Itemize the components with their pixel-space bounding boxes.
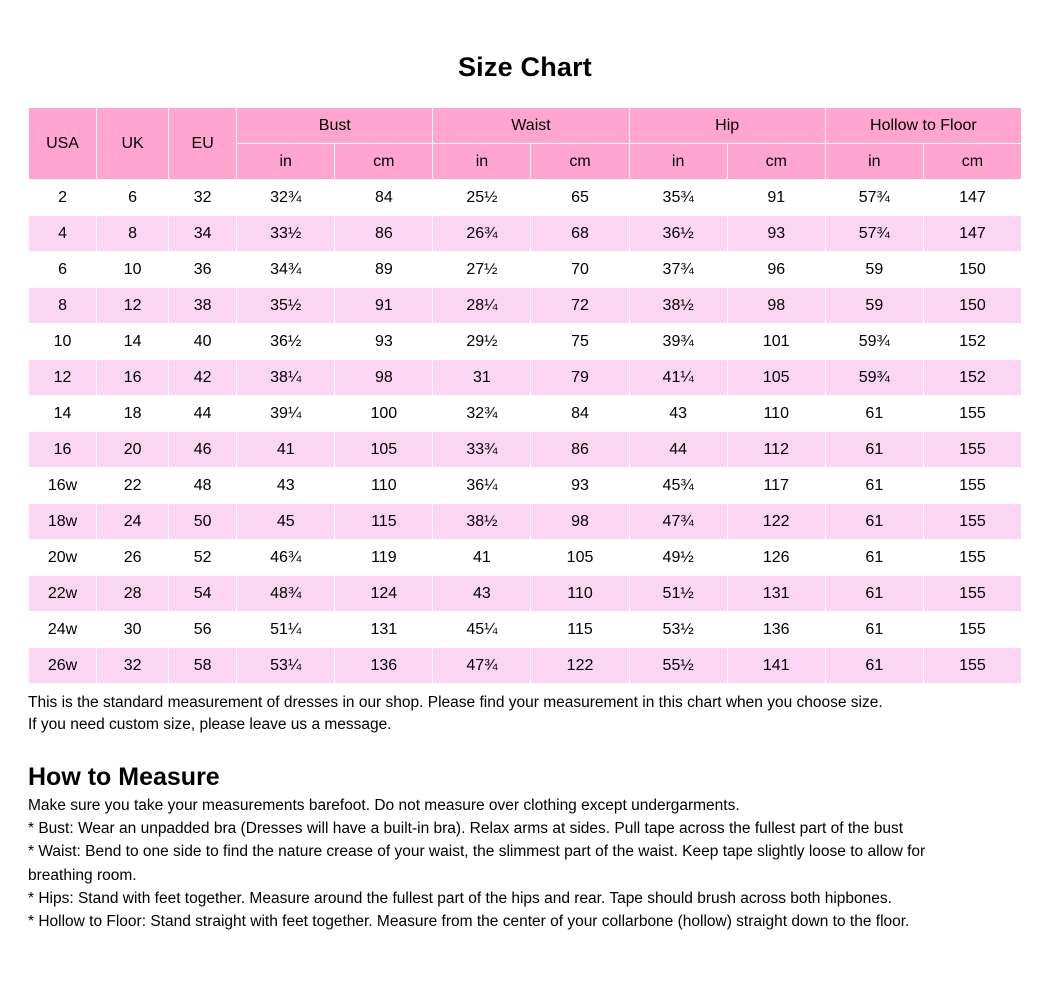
table-cell: 10 <box>29 324 97 360</box>
table-cell: 43 <box>629 396 727 432</box>
table-cell: 115 <box>335 504 433 540</box>
table-cell: 155 <box>923 612 1021 648</box>
table-cell: 38½ <box>629 288 727 324</box>
table-cell: 147 <box>923 180 1021 216</box>
table-cell: 30 <box>97 612 169 648</box>
table-cell: 55½ <box>629 648 727 684</box>
table-row <box>29 288 1022 324</box>
table-cell: 86 <box>531 432 629 468</box>
table-cell: 14 <box>97 324 169 360</box>
table-cell: 51¼ <box>237 612 335 648</box>
table-cell: 29½ <box>433 324 531 360</box>
table-cell: 45¾ <box>629 468 727 504</box>
table-row <box>29 540 1022 576</box>
table-cell: 20w <box>29 540 97 576</box>
table-cell: 8 <box>29 288 97 324</box>
table-cell: 38 <box>169 288 237 324</box>
table-cell: 41¼ <box>629 360 727 396</box>
how-to-measure-hips: * Hips: Stand with feet together. Measure around the fullest part of the hips and rear. Tape should brush across both hipbones. <box>28 889 892 907</box>
table-cell: 61 <box>825 576 923 612</box>
table-cell: 22 <box>97 468 169 504</box>
table-cell: 50 <box>169 504 237 540</box>
table-cell: 10 <box>97 252 169 288</box>
table-cell: 155 <box>923 576 1021 612</box>
table-cell: 115 <box>531 612 629 648</box>
table-row <box>29 324 1022 360</box>
table-cell: 61 <box>825 540 923 576</box>
table-cell: 46¾ <box>237 540 335 576</box>
subheader-bust-in: in <box>237 144 335 180</box>
table-cell: 6 <box>29 252 97 288</box>
table-cell: 86 <box>335 216 433 252</box>
table-cell: 36¼ <box>433 468 531 504</box>
table-cell: 27½ <box>433 252 531 288</box>
table-cell: 155 <box>923 468 1021 504</box>
table-cell: 110 <box>531 576 629 612</box>
table-cell: 43 <box>433 576 531 612</box>
note-line-2: If you need custom size, please leave us a message. <box>28 716 392 734</box>
table-cell: 51½ <box>629 576 727 612</box>
table-cell: 61 <box>825 468 923 504</box>
table-cell: 105 <box>531 540 629 576</box>
table-cell: 110 <box>727 396 825 432</box>
table-cell: 36 <box>169 252 237 288</box>
table-cell: 33¾ <box>433 432 531 468</box>
note-line-1: This is the standard measurement of dresses in our shop. Please find your measurement in this chart when you choose size. <box>28 694 883 711</box>
table-row <box>29 252 1022 288</box>
column-header-hip: Hip <box>629 108 825 144</box>
table-cell: 28¼ <box>433 288 531 324</box>
table-cell: 16w <box>29 468 97 504</box>
table-cell: 70 <box>531 252 629 288</box>
table-cell: 38¼ <box>237 360 335 396</box>
table-cell: 131 <box>727 576 825 612</box>
how-to-measure-hollow: * Hollow to Floor: Stand straight with feet together. Measure from the center of your collarbone (hollow) straight down to the floor. <box>28 913 910 931</box>
table-cell: 44 <box>629 432 727 468</box>
table-cell: 22w <box>29 576 97 612</box>
table-cell: 34¾ <box>237 252 335 288</box>
table-cell: 26w <box>29 648 97 684</box>
table-cell: 32¾ <box>433 396 531 432</box>
table-cell: 47¾ <box>433 648 531 684</box>
subheader-hollow-in: in <box>825 144 923 180</box>
table-cell: 12 <box>97 288 169 324</box>
table-cell: 98 <box>335 360 433 396</box>
table-cell: 39¼ <box>237 396 335 432</box>
table-cell: 136 <box>335 648 433 684</box>
table-cell: 36½ <box>237 324 335 360</box>
table-cell: 31 <box>433 360 531 396</box>
table-cell: 52 <box>169 540 237 576</box>
table-cell: 91 <box>727 180 825 216</box>
table-cell: 12 <box>29 360 97 396</box>
table-cell: 59¾ <box>825 360 923 396</box>
table-cell: 47¾ <box>629 504 727 540</box>
subheader-waist-in: in <box>433 144 531 180</box>
table-cell: 25½ <box>433 180 531 216</box>
table-cell: 124 <box>335 576 433 612</box>
table-cell: 61 <box>825 432 923 468</box>
table-cell: 150 <box>923 252 1021 288</box>
table-row <box>29 216 1022 252</box>
table-cell: 155 <box>923 648 1021 684</box>
table-cell: 75 <box>531 324 629 360</box>
table-cell: 150 <box>923 288 1021 324</box>
table-cell: 53¼ <box>237 648 335 684</box>
table-cell: 14 <box>29 396 97 432</box>
table-cell: 39¾ <box>629 324 727 360</box>
table-cell: 57¾ <box>825 180 923 216</box>
table-cell: 48¾ <box>237 576 335 612</box>
table-cell: 53½ <box>629 612 727 648</box>
page-title: Size Chart <box>457 52 593 82</box>
table-cell: 93 <box>335 324 433 360</box>
table-cell: 42 <box>169 360 237 396</box>
table-cell: 89 <box>335 252 433 288</box>
table-cell: 28 <box>97 576 169 612</box>
table-row <box>29 360 1022 396</box>
table-cell: 18w <box>29 504 97 540</box>
table-cell: 2 <box>29 180 97 216</box>
table-cell: 45 <box>237 504 335 540</box>
table-cell: 59¾ <box>825 324 923 360</box>
subheader-hip-cm: cm <box>727 144 825 180</box>
column-header-waist: Waist <box>433 108 629 144</box>
subheader-hollow-cm: cm <box>923 144 1021 180</box>
table-cell: 48 <box>169 468 237 504</box>
table-cell: 61 <box>825 504 923 540</box>
table-body <box>29 180 1022 684</box>
table-row <box>29 396 1022 432</box>
table-cell: 32¾ <box>237 180 335 216</box>
table-row <box>29 180 1022 216</box>
table-cell: 41 <box>433 540 531 576</box>
table-cell: 84 <box>531 396 629 432</box>
table-cell: 105 <box>335 432 433 468</box>
table-cell: 18 <box>97 396 169 432</box>
column-header-uk: UK <box>97 108 169 180</box>
how-to-measure-bust: * Bust: Wear an unpadded bra (Dresses will have a built-in bra). Relax arms at sides. Pull tape across the fullest part of the bust <box>28 820 904 838</box>
table-cell: 4 <box>29 216 97 252</box>
table-cell: 93 <box>531 468 629 504</box>
table-cell: 91 <box>335 288 433 324</box>
table-header-row <box>29 108 1022 144</box>
column-header-eu: EU <box>169 108 237 180</box>
table-cell: 136 <box>727 612 825 648</box>
table-cell: 126 <box>727 540 825 576</box>
table-cell: 122 <box>531 648 629 684</box>
table-cell: 98 <box>727 288 825 324</box>
table-row <box>29 648 1022 684</box>
table-cell: 110 <box>335 468 433 504</box>
subheader-waist-cm: cm <box>531 144 629 180</box>
table-cell: 112 <box>727 432 825 468</box>
table-cell: 100 <box>335 396 433 432</box>
table-cell: 152 <box>923 324 1021 360</box>
how-to-measure-waist-continued: breathing room. <box>28 866 137 884</box>
table-cell: 35¾ <box>629 180 727 216</box>
table-cell: 61 <box>825 612 923 648</box>
table-cell: 26 <box>97 540 169 576</box>
table-cell: 35½ <box>237 288 335 324</box>
table-cell: 58 <box>169 648 237 684</box>
table-row <box>29 468 1022 504</box>
table-cell: 16 <box>97 360 169 396</box>
table-cell: 72 <box>531 288 629 324</box>
table-cell: 101 <box>727 324 825 360</box>
table-cell: 33½ <box>237 216 335 252</box>
size-chart-table <box>28 107 1022 684</box>
table-cell: 32 <box>169 180 237 216</box>
table-cell: 46 <box>169 432 237 468</box>
table-cell: 16 <box>29 432 97 468</box>
table-cell: 141 <box>727 648 825 684</box>
table-cell: 98 <box>531 504 629 540</box>
table-row <box>29 432 1022 468</box>
table-cell: 105 <box>727 360 825 396</box>
table-cell: 155 <box>923 432 1021 468</box>
table-cell: 84 <box>335 180 433 216</box>
table-cell: 68 <box>531 216 629 252</box>
table-cell: 59 <box>825 288 923 324</box>
table-cell: 122 <box>727 504 825 540</box>
table-cell: 37¾ <box>629 252 727 288</box>
table-cell: 54 <box>169 576 237 612</box>
table-cell: 24 <box>97 504 169 540</box>
how-to-measure-waist: * Waist: Bend to one side to find the nature crease of your waist, the slimmest part of the waist. Keep tape slightly loose to allow for <box>28 843 926 861</box>
table-cell: 24w <box>29 612 97 648</box>
table-cell: 65 <box>531 180 629 216</box>
table-cell: 32 <box>97 648 169 684</box>
column-header-hollow-to-floor: Hollow to Floor <box>825 108 1021 144</box>
table-cell: 40 <box>169 324 237 360</box>
table-cell: 6 <box>97 180 169 216</box>
column-header-usa: USA <box>29 108 97 180</box>
table-cell: 41 <box>237 432 335 468</box>
table-cell: 119 <box>335 540 433 576</box>
table-cell: 26¾ <box>433 216 531 252</box>
table-cell: 155 <box>923 540 1021 576</box>
table-cell: 79 <box>531 360 629 396</box>
table-cell: 147 <box>923 216 1021 252</box>
standard-measurement-note <box>28 692 1022 737</box>
table-cell: 155 <box>923 504 1021 540</box>
column-header-bust: Bust <box>237 108 433 144</box>
table-cell: 96 <box>727 252 825 288</box>
table-cell: 45¼ <box>433 612 531 648</box>
table-cell: 152 <box>923 360 1021 396</box>
table-cell: 44 <box>169 396 237 432</box>
subheader-bust-cm: cm <box>335 144 433 180</box>
table-cell: 34 <box>169 216 237 252</box>
table-cell: 8 <box>97 216 169 252</box>
table-cell: 38½ <box>433 504 531 540</box>
table-cell: 155 <box>923 396 1021 432</box>
table-cell: 36½ <box>629 216 727 252</box>
table-cell: 57¾ <box>825 216 923 252</box>
table-cell: 93 <box>727 216 825 252</box>
table-cell: 43 <box>237 468 335 504</box>
subheader-hip-in: in <box>629 144 727 180</box>
table-cell: 59 <box>825 252 923 288</box>
table-cell: 56 <box>169 612 237 648</box>
how-to-measure-title: How to Measure <box>28 762 220 791</box>
table-row <box>29 504 1022 540</box>
table-cell: 131 <box>335 612 433 648</box>
table-cell: 61 <box>825 648 923 684</box>
table-cell: 117 <box>727 468 825 504</box>
table-cell: 49½ <box>629 540 727 576</box>
table-cell: 20 <box>97 432 169 468</box>
how-to-measure-intro: Make sure you take your measurements barefoot. Do not measure over clothing except undergarments. <box>28 796 740 814</box>
table-row <box>29 576 1022 612</box>
table-row <box>29 612 1022 648</box>
table-cell: 61 <box>825 396 923 432</box>
